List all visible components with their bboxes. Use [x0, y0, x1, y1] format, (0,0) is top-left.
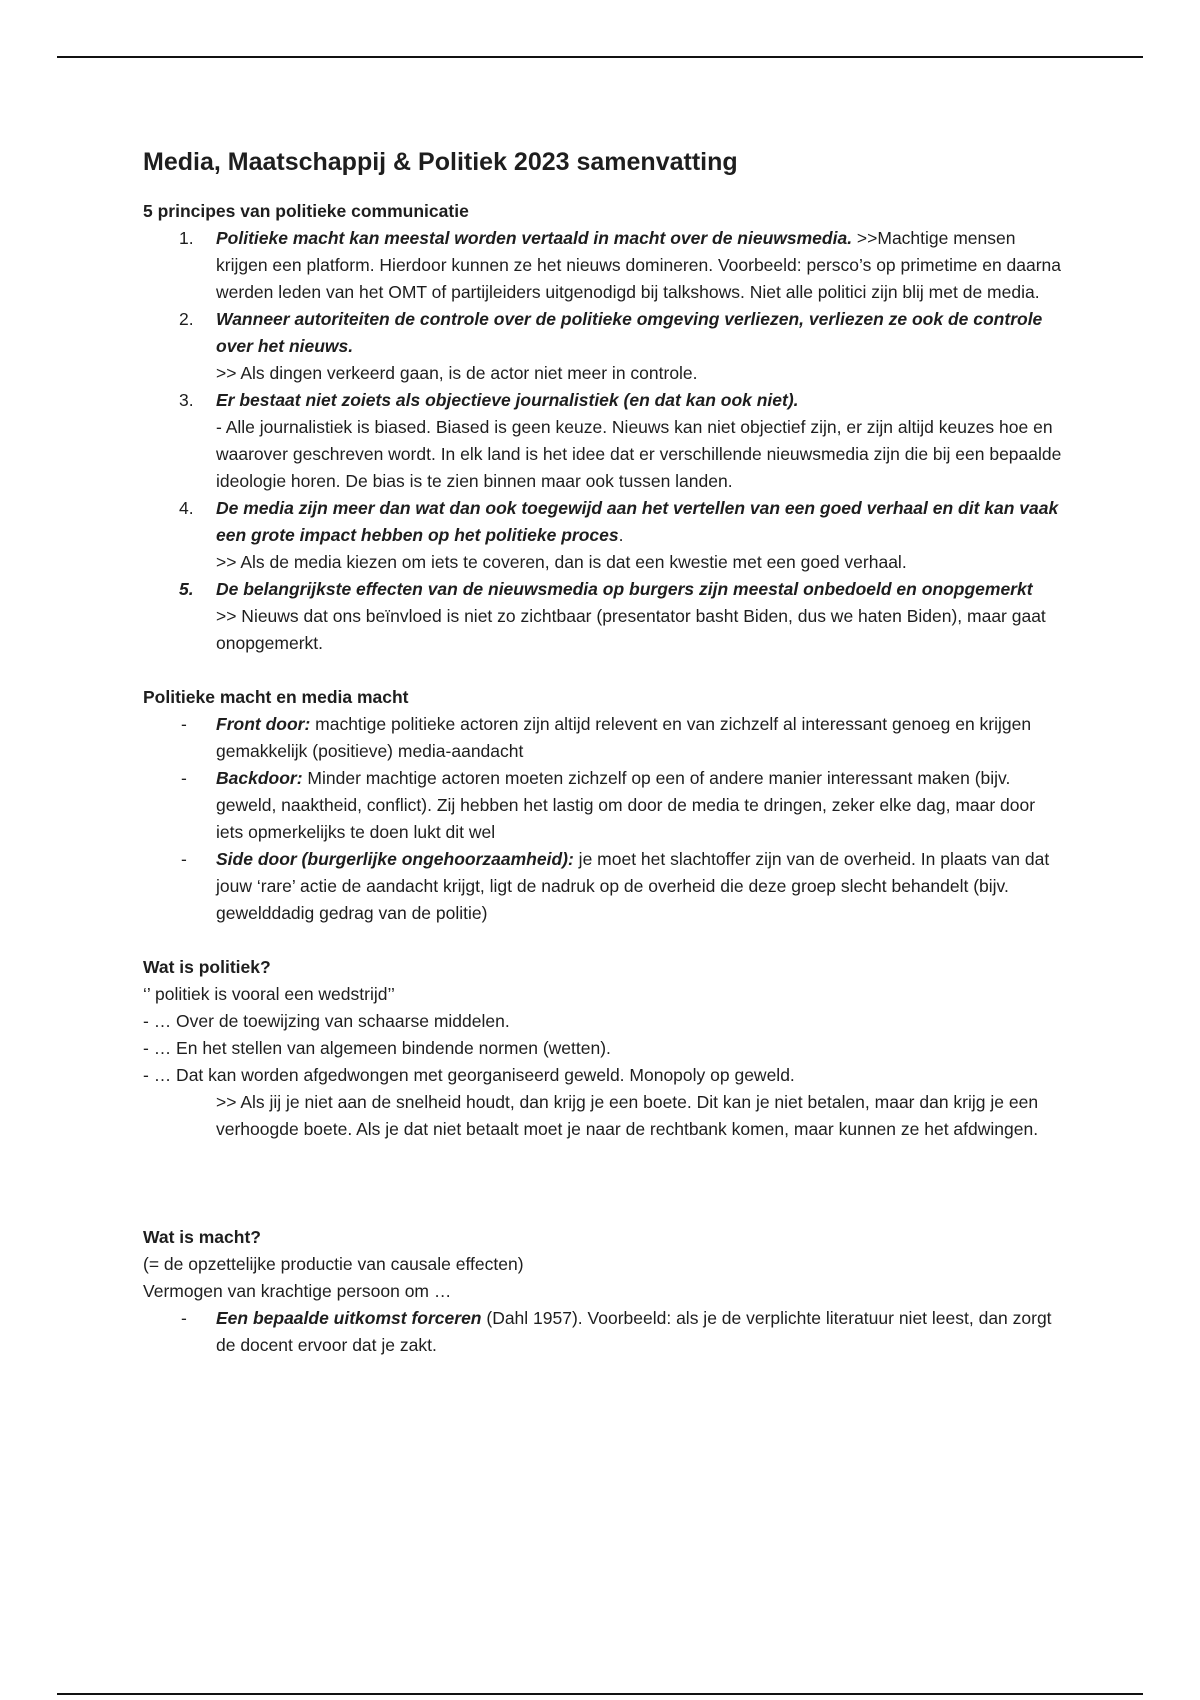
- power-media-section: [143, 684, 1063, 927]
- bullet-dash: -: [181, 714, 187, 734]
- footer-rule: [57, 1693, 1143, 1695]
- item-note: - Alle journalistiek is biased. Biased is geen keuze. Nieuws kan niet objectief zijn, er zijn altijd keuzes hoe en waarover geschreven wordt. In elk land is het idee dat er verschillende nieuwsmedia zijn die bij een bepaalde ideologie horen. De bias is te zien binnen maar ook tussen landen.: [216, 417, 1062, 491]
- list-item: [143, 711, 1063, 765]
- list-item: [143, 576, 1063, 657]
- list-item: [143, 387, 1063, 495]
- list-item: [143, 225, 1063, 306]
- list-item: [143, 306, 1063, 387]
- list-item: [143, 846, 1063, 927]
- document-title: Media, Maatschappij & Politiek 2023 samenvatting: [143, 148, 738, 176]
- list-item: - … En het stellen van algemeen bindende normen (wetten).: [143, 1038, 611, 1058]
- item-number: 1.: [179, 228, 194, 248]
- item-term: Front door:: [216, 714, 311, 734]
- item-statement: De belangrijkste effecten van de nieuwsmedia op burgers zijn meestal onbedoeld en onopgemerkt: [216, 579, 1033, 599]
- spacer: [143, 1143, 1063, 1224]
- document-page: [143, 140, 1063, 1359]
- politics-heading: Wat is politiek?: [143, 957, 271, 977]
- list-item: [143, 495, 1063, 576]
- power-media-heading: Politieke macht en media macht: [143, 687, 409, 707]
- item-note: >> Nieuws dat ons beïnvloed is niet zo zichtbaar (presentator basht Biden, dus we haten Biden), maar gaat onopgemerkt.: [216, 606, 1046, 653]
- list-item: [143, 1305, 1063, 1359]
- power-section: [143, 1224, 1063, 1359]
- power-intro: Vermogen van krachtige persoon om …: [143, 1281, 452, 1301]
- power-heading: Wat is macht?: [143, 1227, 261, 1247]
- item-number: 3.: [179, 390, 194, 410]
- item-statement: Er bestaat niet zoiets als objectieve journalistiek (en dat kan ook niet).: [216, 390, 799, 410]
- item-text: Minder machtige actoren moeten zichzelf op een of andere manier interessant maken (bijv. geweld, naaktheid, conflict). Zij hebben het lastig om door de media te dringen, zeker elke dag, maar door iets opmerkelijks te doen lukt dit wel: [216, 768, 1036, 842]
- politics-quote: ‘’ politiek is vooral een wedstrijd’’: [143, 984, 395, 1004]
- principles-heading: 5 principes van politieke communicatie: [143, 201, 469, 221]
- item-text: machtige politieke actoren zijn altijd relevent en van zichzelf al interessant genoeg en krijgen gemakkelijk (positieve) media-aandacht: [216, 714, 1032, 761]
- item-statement: Wanneer autoriteiten de controle over de politieke omgeving verliezen, verliezen ze ook de controle over het nieuws.: [216, 309, 1043, 356]
- principles-list: [143, 225, 1063, 657]
- politics-note: >> Als jij je niet aan de snelheid houdt, dan krijg je een boete. Dit kan je niet betalen, maar dan krijg je een verhoogde boete. Als je dat niet betaalt moet je naar de rechtbank komen, maar kunnen ze het afdwingen.: [216, 1092, 1039, 1139]
- item-number: 5.: [179, 579, 194, 599]
- item-note: >> Als de media kiezen om iets te coveren, dan is dat een kwestie met een goed verhaal.: [216, 552, 907, 572]
- list-item: - … Over de toewijzing van schaarse middelen.: [143, 1011, 510, 1031]
- item-note: >> Als dingen verkeerd gaan, is de actor niet meer in controle.: [216, 363, 698, 383]
- principles-section: [143, 198, 1063, 657]
- item-statement: De media zijn meer dan wat dan ook toegewijd aan het vertellen van een goed verhaal en dit kan vaak een grote impact hebben op het politieke proces: [216, 498, 1059, 545]
- item-term: Backdoor:: [216, 768, 303, 788]
- bullet-dash: -: [181, 849, 187, 869]
- item-text: >>Machtige mensen krijgen een platform. Hierdoor kunnen ze het nieuws domineren. Voorbeeld: persco’s op primetime en daarna werden leden van het OMT of partijleiders uitgenodigd bij talkshows. Niet alle politici zijn blij met de media.: [216, 228, 1062, 302]
- item-number: 4.: [179, 498, 194, 518]
- politics-section: [143, 954, 1063, 1143]
- list-item: - … Dat kan worden afgedwongen met georganiseerd geweld. Monopoly op geweld.: [143, 1065, 795, 1085]
- list-item: [143, 765, 1063, 846]
- item-term: Een bepaalde uitkomst forceren: [216, 1308, 482, 1328]
- header-rule: [57, 56, 1143, 58]
- power-definition: (= de opzettelijke productie van causale effecten): [143, 1254, 524, 1274]
- item-number: 2.: [179, 309, 194, 329]
- bullet-dash: -: [181, 1308, 187, 1328]
- item-statement: Politieke macht kan meestal worden vertaald in macht over de nieuwsmedia.: [216, 228, 853, 248]
- item-text: .: [618, 525, 624, 545]
- item-text: (Dahl 1957). Voorbeeld: als je de verplichte literatuur niet leest, dan zorgt de docent ervoor dat je zakt.: [216, 1308, 1052, 1355]
- item-term: Side door (burgerlijke ongehoorzaamheid):: [216, 849, 574, 869]
- item-text: je moet het slachtoffer zijn van de overheid. In plaats van dat jouw ‘rare’ actie de aandacht krijgt, ligt de nadruk op de overheid die deze groep slecht behandelt (bijv. gewelddadig gedrag van de politie): [216, 849, 1050, 923]
- bullet-dash: -: [181, 768, 187, 788]
